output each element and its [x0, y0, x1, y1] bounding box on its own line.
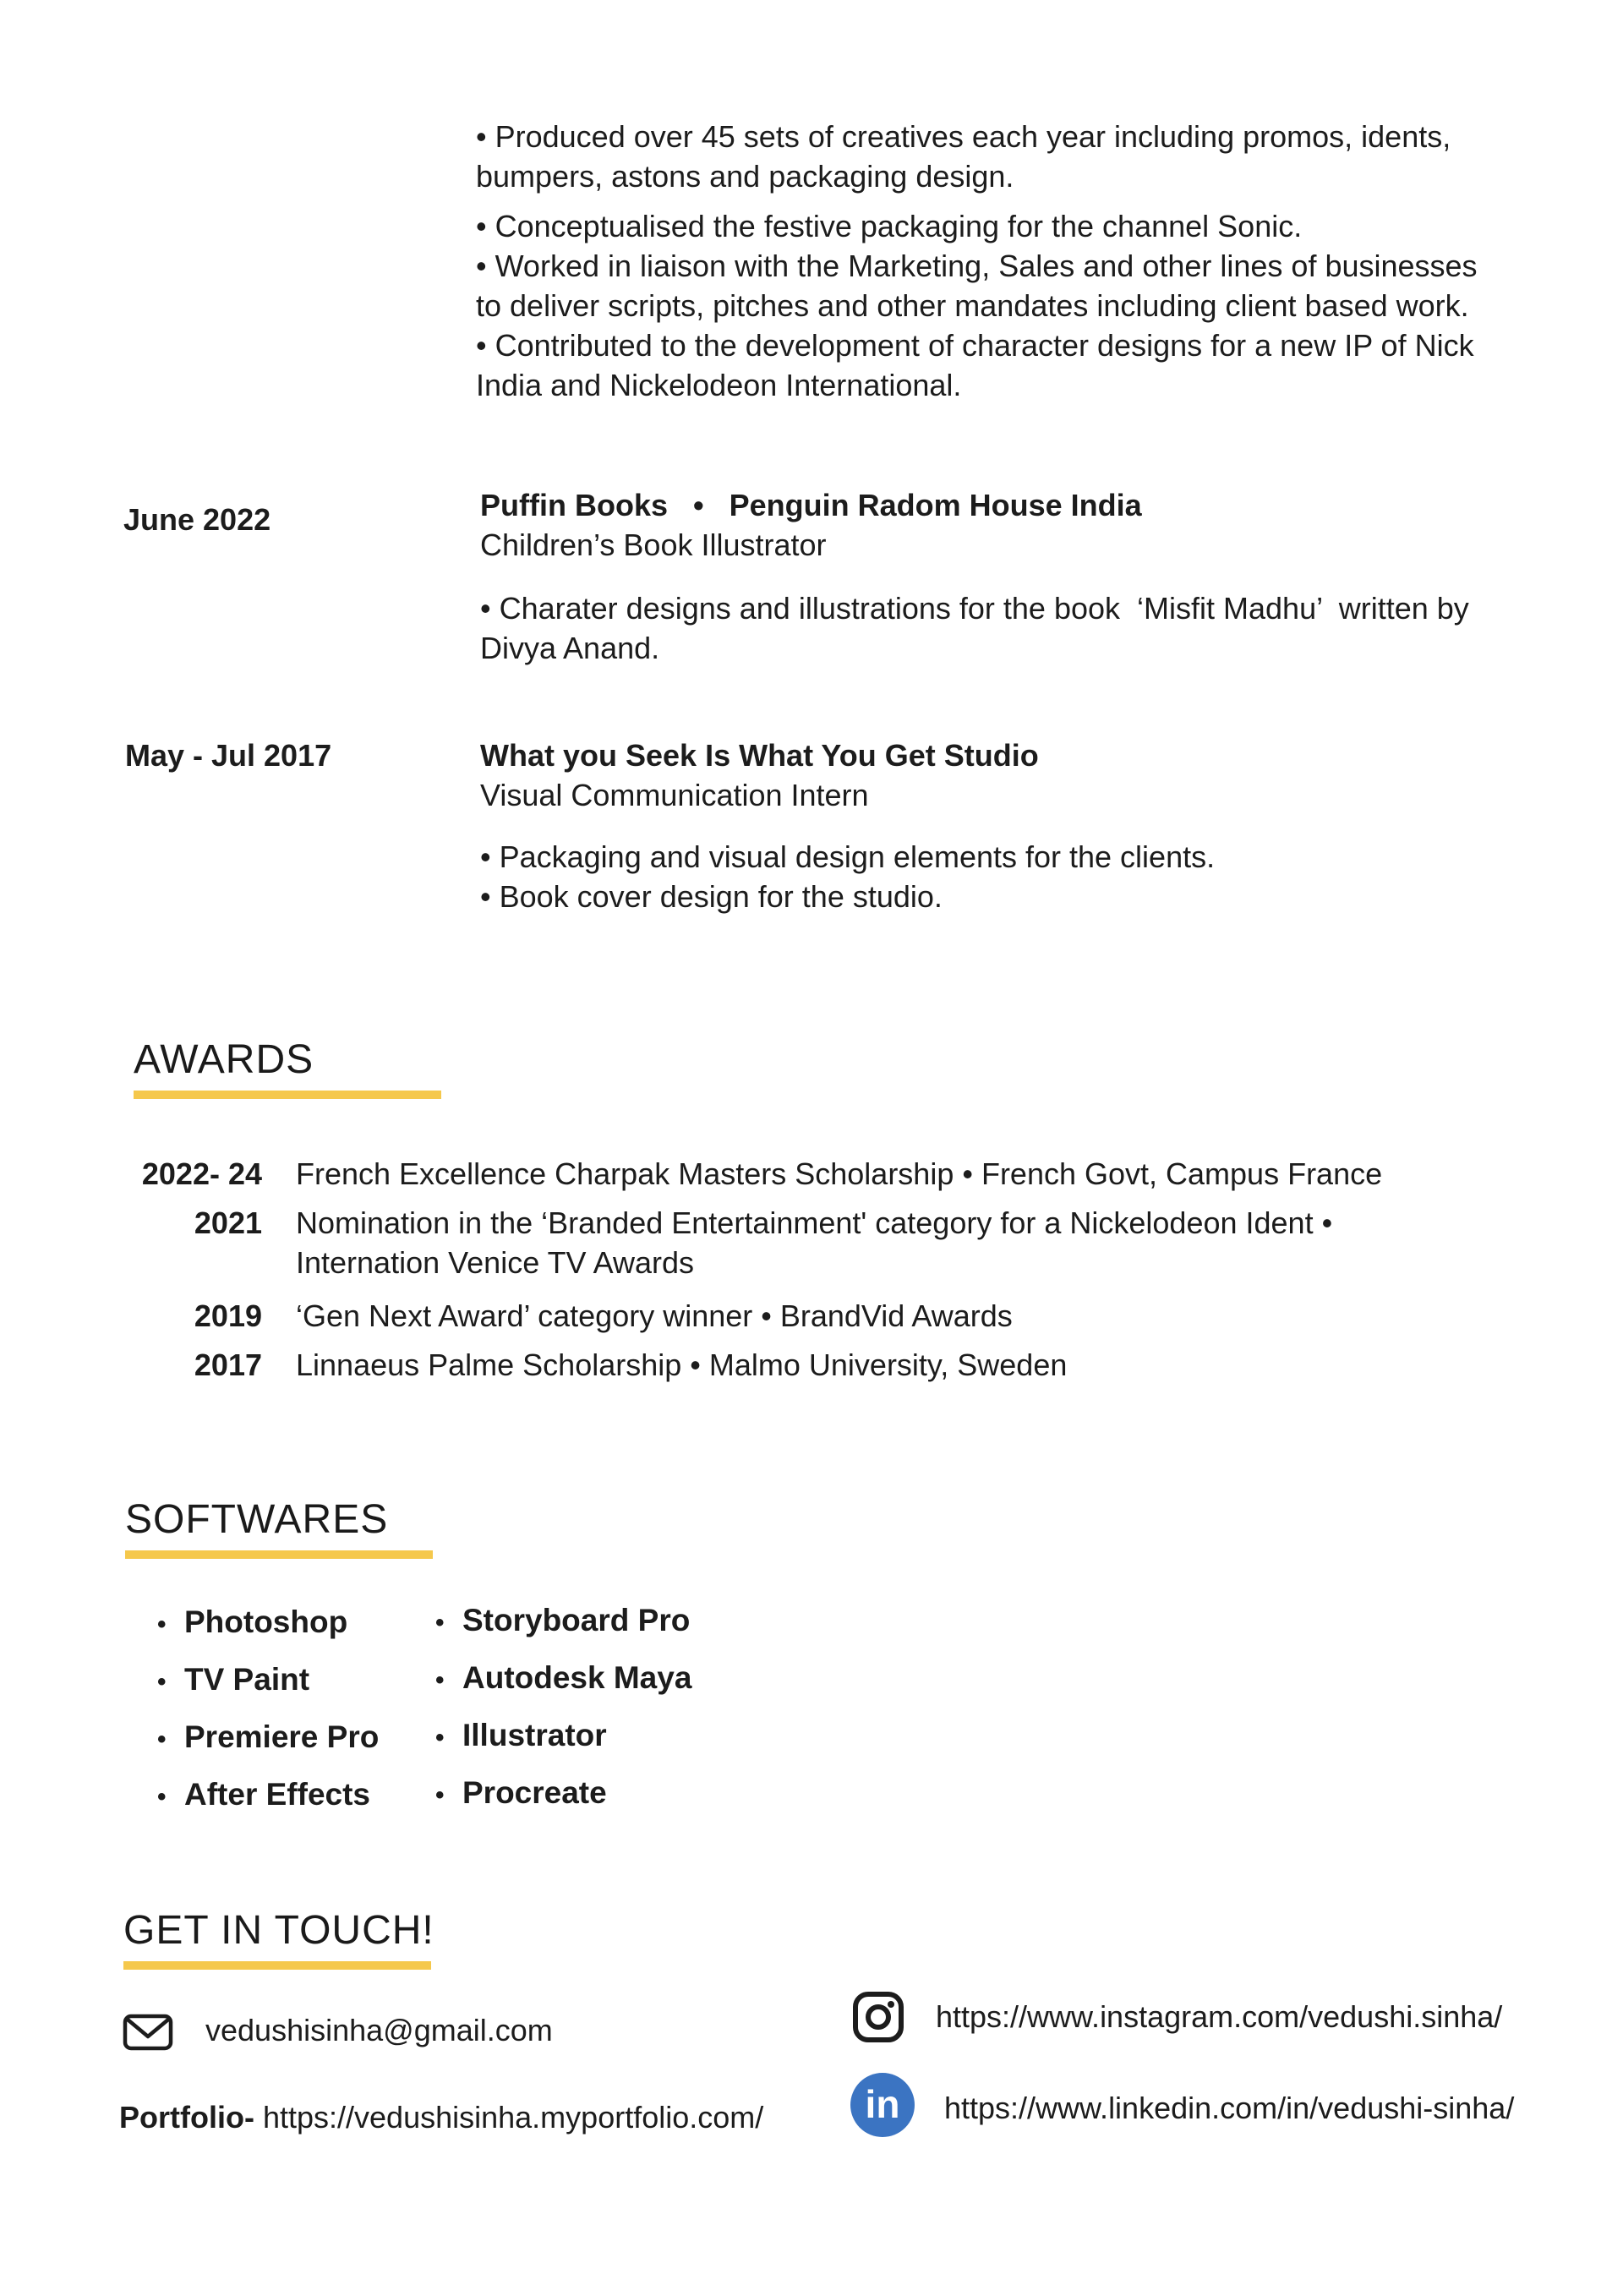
awards-title: AWARDS [134, 1037, 314, 1082]
instagram-link[interactable]: https://www.instagram.com/vedushi.sinha/ [936, 1999, 1503, 2034]
contact-underline [123, 1961, 431, 1970]
job-role: Visual Communication Intern [480, 778, 869, 812]
job-details: • Packaging and visual design elements for the clients. • Book cover design for the studio. [480, 839, 1216, 914]
award-text: French Excellence Charpak Masters Scholarship • French Govt, Campus France [296, 1156, 1383, 1191]
software-item: • Autodesk Maya [435, 1649, 691, 1707]
mail-icon [123, 2014, 173, 2055]
software-item: • TV Paint [157, 1651, 379, 1708]
softwares-title: SOFTWARES [125, 1497, 389, 1542]
award-text: ‘Gen Next Award’ category winner • BrandVid Awards [296, 1298, 1013, 1333]
software-list-right [435, 1592, 691, 1822]
award-item [101, 1203, 1403, 1282]
software-item: • Illustrator [435, 1707, 691, 1764]
software-item: • Premiere Pro [157, 1708, 379, 1766]
instagram-icon[interactable] [852, 1991, 904, 2047]
software-item: • Photoshop [157, 1594, 379, 1651]
job-date: May - Jul 2017 [125, 738, 332, 773]
job-role: Children’s Book Illustrator [480, 528, 827, 562]
award-text: Linnaeus Palme Scholarship • Malmo University, Sweden [296, 1348, 1068, 1382]
award-item [101, 1296, 1471, 1336]
portfolio-link[interactable]: https://vedushisinha.myportfolio.com/ [262, 2100, 764, 2135]
job-company: Puffin Books • Penguin Radom House India [480, 488, 1142, 522]
email-link[interactable]: vedushisinha@gmail.com [205, 2013, 553, 2047]
linkedin-link[interactable]: https://www.linkedin.com/in/vedushi-sinha/ [944, 2091, 1515, 2125]
job-date: June 2022 [123, 502, 271, 537]
award-year: 2021 [194, 1205, 262, 1240]
experience-paragraph: • Produced over 45 sets of creatives each year including promos, idents, bumpers, astons and packaging design. [476, 119, 1451, 194]
experience-paragraph: • Conceptualised the festive packaging for the channel Sonic. • Worked in liaison with the Marketing, Sales and other lines of businesses to deliver scripts, pitches and other mandates including client based work. • Contributed to the development of character designs for a new IP of Nick India and Nickelodeon International. [476, 209, 1478, 402]
award-year: 2017 [194, 1348, 262, 1382]
award-text: Nomination in the ‘Branded Entertainment' category for a Nickelodeon Ident • Internation Venice TV Awards [296, 1205, 1333, 1280]
portfolio-line [119, 2100, 763, 2135]
award-year: 2022- 24 [141, 1156, 262, 1191]
job-company: What you Seek Is What You Get Studio [480, 738, 1039, 773]
job-details: • Charater designs and illustrations for the book ‘Misfit Madhu’ written by Divya Anand. [480, 591, 1478, 665]
award-year: 2019 [194, 1298, 262, 1333]
linkedin-icon[interactable]: in [850, 2073, 915, 2137]
software-list-left [157, 1594, 379, 1823]
softwares-underline [125, 1550, 433, 1559]
software-item: • Procreate [435, 1764, 691, 1822]
software-item: • After Effects [157, 1766, 379, 1823]
software-item: • Storyboard Pro [435, 1592, 691, 1649]
portfolio-label: Portfolio- [119, 2100, 254, 2135]
contact-title: GET IN TOUCH! [123, 1908, 434, 1953]
award-item [101, 1154, 1471, 1194]
award-item [101, 1345, 1471, 1385]
awards-underline [134, 1091, 441, 1099]
